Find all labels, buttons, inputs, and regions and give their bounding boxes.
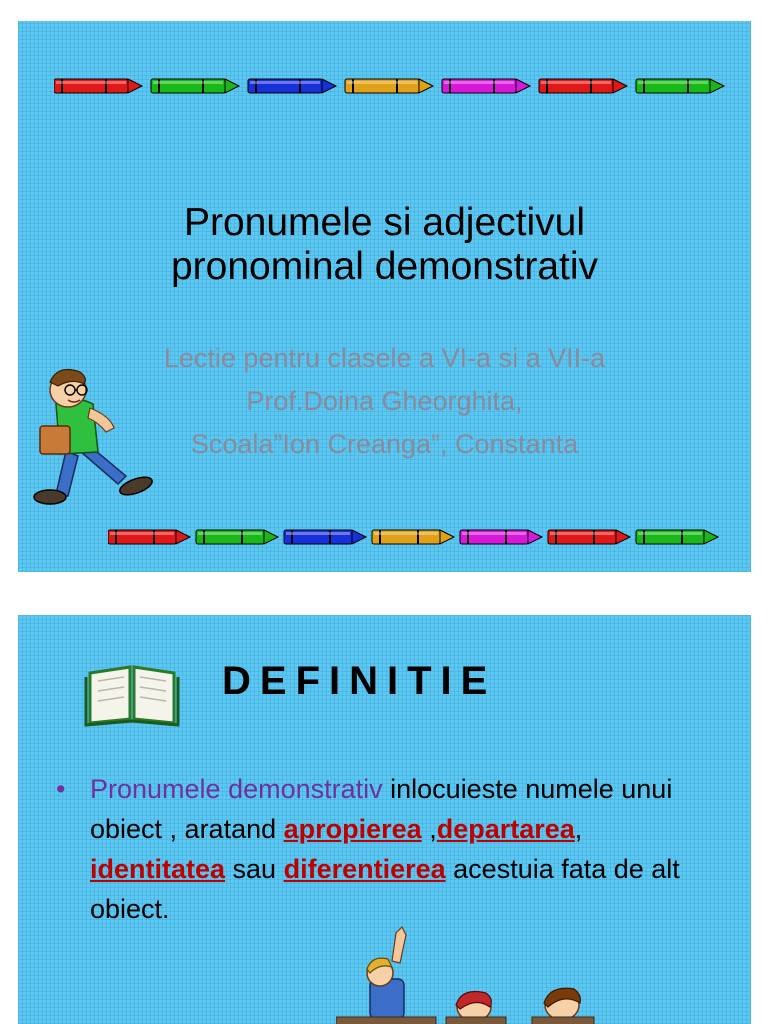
term-pronumele-demonstrativ: Pronumele demonstrativ (90, 774, 383, 804)
crayon-2 (151, 79, 239, 93)
comma-1: , (421, 814, 437, 844)
crayon-4 (345, 79, 433, 93)
crayon-7 (636, 79, 724, 93)
comma-2: , (574, 814, 583, 844)
crayon-3 (248, 79, 336, 93)
crayon-7 (636, 530, 718, 544)
crayon-1 (108, 530, 190, 544)
crayon-row-top (54, 76, 734, 96)
emphasis-identitatea: identitatea (90, 854, 226, 884)
crayon-row-top-graphic (54, 76, 734, 96)
crayon-2 (196, 530, 278, 544)
crayon-row-bottom (108, 527, 738, 547)
students-raising-hands-illustration (336, 923, 596, 1024)
definition-bullet (56, 769, 706, 929)
crayon-6 (539, 79, 627, 93)
slide-title-line-2: pronominal demonstrativ (170, 245, 599, 288)
crayon-4 (372, 530, 454, 544)
open-book-icon (84, 663, 180, 727)
crayon-1 (54, 79, 142, 93)
emphasis-departarea: departarea (436, 814, 575, 844)
subtitle-line-1: Lectie pentru clasele a VI-a si a VII-a (163, 343, 606, 373)
title-slide (18, 21, 751, 572)
subtitle-line-3: Scoala”Ion Creanga”, Constanta (190, 429, 579, 459)
bullet-text (56, 769, 706, 929)
emphasis-diferentierea: diferentierea (283, 854, 446, 884)
crayon-3 (284, 530, 366, 544)
crayon-6 (548, 530, 630, 544)
bullet-marker: • (56, 774, 66, 804)
slide-title (18, 201, 751, 289)
bullet-text-part-3: acestuia fata de alt obiect. (90, 854, 680, 924)
crayon-5 (460, 530, 542, 544)
walking-student-illustration (18, 356, 158, 511)
slide-title-line-1: Pronumele si adjectivul (183, 201, 586, 244)
emphasis-apropierea: apropierea (283, 814, 422, 844)
bullet-text-part-1: inlocuieste numele unui obiect , aratand (90, 774, 673, 844)
subtitle-line-2: Prof.Doina Gheorghita, (246, 386, 523, 416)
definition-slide (18, 615, 751, 1024)
crayon-5 (442, 79, 530, 93)
bullet-text-part-2: sau (225, 854, 284, 884)
crayon-row-bottom-graphic (108, 527, 738, 547)
definition-heading: DEFINITIE (222, 659, 497, 703)
